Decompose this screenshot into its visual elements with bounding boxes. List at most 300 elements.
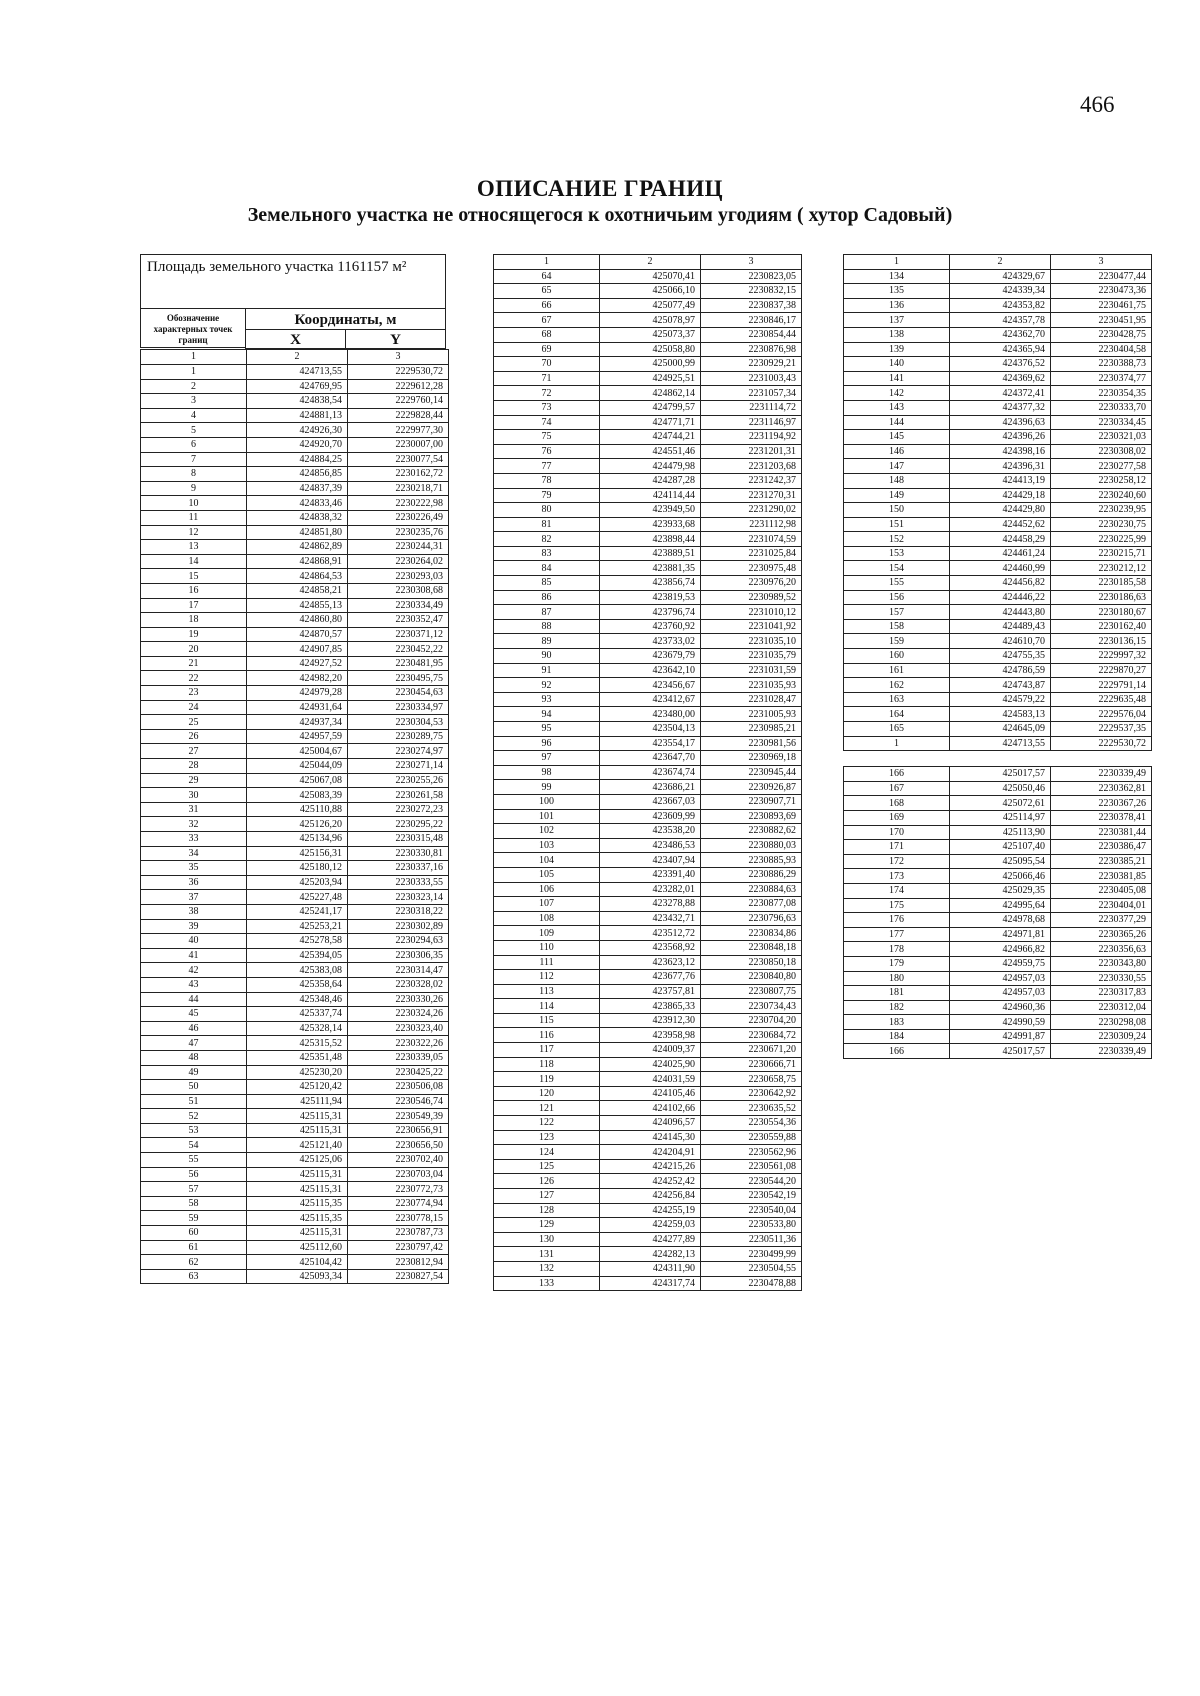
x-coordinate: 424959,75 (950, 956, 1051, 971)
table-row (494, 269, 802, 284)
y-coordinate: 2230976,20 (701, 576, 802, 591)
x-coordinate: 424862,14 (600, 386, 701, 401)
point-number: 84 (494, 561, 600, 576)
point-number: 79 (494, 488, 600, 503)
x-coordinate: 423898,44 (600, 532, 701, 547)
table-row (844, 444, 1152, 459)
table-row (494, 619, 802, 634)
table-row (141, 904, 449, 919)
area-label (140, 254, 446, 308)
table-row (494, 999, 802, 1014)
point-number: 179 (844, 956, 950, 971)
x-coordinate: 425121,40 (247, 1138, 348, 1153)
point-number: 161 (844, 663, 950, 678)
x-coordinate: 424102,66 (600, 1101, 701, 1116)
table-row (494, 357, 802, 372)
y-coordinate: 2230807,75 (701, 984, 802, 999)
table-row (494, 911, 802, 926)
point-number: 75 (494, 430, 600, 445)
y-coordinate: 2230212,12 (1051, 561, 1152, 576)
x-coordinate: 425017,57 (950, 767, 1051, 782)
point-number: 182 (844, 1000, 950, 1015)
y-coordinate: 2230882,62 (701, 824, 802, 839)
x-coordinate: 425004,67 (247, 744, 348, 759)
y-coordinate: 2230893,69 (701, 809, 802, 824)
x-coordinate: 425072,61 (950, 796, 1051, 811)
x-coordinate: 424396,31 (950, 459, 1051, 474)
table-row (141, 365, 449, 380)
point-number: 98 (494, 765, 600, 780)
y-coordinate: 2230271,14 (348, 759, 449, 774)
table-row (844, 342, 1152, 357)
point-number: 6 (141, 437, 247, 452)
table-row (494, 1028, 802, 1043)
point-number: 169 (844, 810, 950, 825)
point-number: 159 (844, 634, 950, 649)
y-coordinate: 2230451,95 (1051, 313, 1152, 328)
y-coordinate: 2230544,20 (701, 1174, 802, 1189)
y-coordinate: 2230226,49 (348, 510, 449, 525)
y-coordinate: 2230302,89 (348, 919, 449, 934)
table-row (141, 496, 449, 511)
x-coordinate: 424413,19 (950, 473, 1051, 488)
y-coordinate: 2231031,59 (701, 663, 802, 678)
y-coordinate: 2230425,22 (348, 1065, 449, 1080)
y-coordinate: 2230452,22 (348, 642, 449, 657)
point-number: 82 (494, 532, 600, 547)
x-coordinate: 423733,02 (600, 634, 701, 649)
x-coordinate: 424743,87 (950, 678, 1051, 693)
point-number: 86 (494, 590, 600, 605)
point-number: 2 (141, 379, 247, 394)
y-coordinate: 2230339,49 (1051, 767, 1152, 782)
y-coordinate: 2230343,80 (1051, 956, 1152, 971)
point-number: 166 (844, 1044, 950, 1059)
point-number: 184 (844, 1029, 950, 1044)
x-coordinate: 425156,31 (247, 846, 348, 861)
y-coordinate: 2230077,54 (348, 452, 449, 467)
x-coordinate: 424259,03 (600, 1218, 701, 1233)
y-coordinate: 2230215,71 (1051, 546, 1152, 561)
x-coordinate: 425050,46 (950, 781, 1051, 796)
point-number: 164 (844, 707, 950, 722)
point-number: 148 (844, 473, 950, 488)
table-row (494, 809, 802, 824)
table-row (844, 400, 1152, 415)
table-row (844, 913, 1152, 928)
y-coordinate: 2231203,68 (701, 459, 802, 474)
point-number: 111 (494, 955, 600, 970)
point-number: 57 (141, 1182, 247, 1197)
point-number: 162 (844, 678, 950, 693)
y-coordinate: 2230318,22 (348, 904, 449, 919)
y-coordinate: 2230315,48 (348, 832, 449, 847)
point-number: 3 (141, 394, 247, 409)
table-row (141, 788, 449, 803)
y-coordinate: 2230007,00 (348, 437, 449, 452)
table-row (141, 1269, 449, 1284)
table-row (141, 452, 449, 467)
point-number: 158 (844, 619, 950, 634)
y-coordinate: 2230339,49 (1051, 1044, 1152, 1059)
table-row (494, 546, 802, 561)
y-coordinate: 2230378,41 (1051, 810, 1152, 825)
y-coordinate: 2231112,98 (701, 517, 802, 532)
y-coordinate: 2230136,15 (1051, 634, 1152, 649)
y-coordinate: 2230778,15 (348, 1211, 449, 1226)
x-coordinate: 424971,81 (950, 927, 1051, 942)
table-row (844, 590, 1152, 605)
table-row (494, 707, 802, 722)
col-num-2: 2 (950, 255, 1051, 270)
point-number: 59 (141, 1211, 247, 1226)
table-row (494, 634, 802, 649)
y-coordinate: 2229635,48 (1051, 692, 1152, 707)
y-coordinate: 2230832,15 (701, 284, 802, 299)
point-number: 115 (494, 1013, 600, 1028)
y-coordinate: 2230533,80 (701, 1218, 802, 1233)
y-coordinate: 2231194,92 (701, 430, 802, 445)
table-row (844, 678, 1152, 693)
point-number: 21 (141, 656, 247, 671)
x-coordinate: 423796,74 (600, 605, 701, 620)
x-coordinate: 424215,26 (600, 1159, 701, 1174)
point-number: 128 (494, 1203, 600, 1218)
table-row (141, 642, 449, 657)
table-row (141, 437, 449, 452)
x-coordinate: 425383,08 (247, 963, 348, 978)
table-row (141, 1240, 449, 1255)
y-coordinate: 2229576,04 (1051, 707, 1152, 722)
point-number: 47 (141, 1036, 247, 1051)
point-number: 139 (844, 342, 950, 357)
point-number: 43 (141, 977, 247, 992)
y-coordinate: 2230323,14 (348, 890, 449, 905)
table-row (494, 1101, 802, 1116)
y-coordinate: 2230473,36 (1051, 284, 1152, 299)
y-coordinate: 2231146,97 (701, 415, 802, 430)
table-row (494, 692, 802, 707)
table-row (494, 605, 802, 620)
x-coordinate: 424920,70 (247, 437, 348, 452)
point-number: 104 (494, 853, 600, 868)
point-number: 116 (494, 1028, 600, 1043)
point-number: 112 (494, 970, 600, 985)
y-coordinate: 2230334,45 (1051, 415, 1152, 430)
table-row (844, 430, 1152, 445)
table-row (844, 1015, 1152, 1030)
y-coordinate: 2231201,31 (701, 444, 802, 459)
y-coordinate: 2230929,21 (701, 357, 802, 372)
y-coordinate: 2230796,63 (701, 911, 802, 926)
point-number: 27 (141, 744, 247, 759)
point-number: 12 (141, 525, 247, 540)
x-coordinate: 424311,90 (600, 1261, 701, 1276)
table-row (844, 488, 1152, 503)
point-number: 70 (494, 357, 600, 372)
table-row (844, 663, 1152, 678)
point-number: 108 (494, 911, 600, 926)
x-coordinate: 424960,36 (950, 1000, 1051, 1015)
table-row (844, 561, 1152, 576)
x-coordinate: 425394,05 (247, 948, 348, 963)
table-row (141, 554, 449, 569)
point-number: 178 (844, 942, 950, 957)
table-row (494, 853, 802, 868)
x-coordinate: 424452,62 (950, 517, 1051, 532)
table-row (494, 1174, 802, 1189)
y-coordinate: 2230840,80 (701, 970, 802, 985)
y-coordinate: 2230405,08 (1051, 883, 1152, 898)
table-row (494, 751, 802, 766)
point-number: 172 (844, 854, 950, 869)
y-coordinate: 2230386,47 (1051, 840, 1152, 855)
x-coordinate: 424204,91 (600, 1145, 701, 1160)
y-coordinate: 2230827,54 (348, 1269, 449, 1284)
point-number: 132 (494, 1261, 600, 1276)
table-row (494, 342, 802, 357)
x-coordinate: 423949,50 (600, 503, 701, 518)
x-coordinate: 424957,03 (950, 971, 1051, 986)
table-row (494, 897, 802, 912)
table-row (844, 386, 1152, 401)
y-coordinate: 2230554,36 (701, 1116, 802, 1131)
table-row (844, 619, 1152, 634)
point-number: 180 (844, 971, 950, 986)
point-number: 95 (494, 722, 600, 737)
document-title: ОПИСАНИЕ ГРАНИЦ (476, 176, 724, 201)
x-coordinate: 423881,35 (600, 561, 701, 576)
table-row (494, 1057, 802, 1072)
table-row (844, 707, 1152, 722)
table-row (141, 773, 449, 788)
point-number: 5 (141, 423, 247, 438)
point-number: 105 (494, 867, 600, 882)
point-number: 138 (844, 327, 950, 342)
coordinates-table-2 (493, 254, 802, 1291)
point-number: 62 (141, 1255, 247, 1270)
x-coordinate: 423933,68 (600, 517, 701, 532)
x-coordinate: 423432,71 (600, 911, 701, 926)
y-coordinate: 2230362,81 (1051, 781, 1152, 796)
point-number: 113 (494, 984, 600, 999)
table-row (141, 1123, 449, 1138)
x-coordinate: 423677,76 (600, 970, 701, 985)
table-row (494, 1159, 802, 1174)
table-row (494, 1276, 802, 1291)
y-coordinate: 2230222,98 (348, 496, 449, 511)
table-row (494, 984, 802, 999)
y-coordinate: 2230293,03 (348, 569, 449, 584)
point-number: 174 (844, 883, 950, 898)
y-coordinate: 2230304,53 (348, 715, 449, 730)
table-row (494, 1145, 802, 1160)
y-coordinate: 2231028,47 (701, 692, 802, 707)
table-row (494, 532, 802, 547)
table-row (141, 671, 449, 686)
x-coordinate: 423480,00 (600, 707, 701, 722)
y-coordinate: 2230477,44 (1051, 269, 1152, 284)
y-coordinate: 2229612,28 (348, 379, 449, 394)
x-coordinate: 425115,35 (247, 1196, 348, 1211)
x-coordinate: 423282,01 (600, 882, 701, 897)
point-number: 155 (844, 576, 950, 591)
x-coordinate: 424769,95 (247, 379, 348, 394)
col-num-1: 1 (494, 255, 600, 270)
table-row (141, 525, 449, 540)
col-num-3: 3 (348, 350, 449, 365)
y-coordinate: 2230666,71 (701, 1057, 802, 1072)
table-row (844, 942, 1152, 957)
table-row (844, 473, 1152, 488)
x-coordinate: 425358,64 (247, 977, 348, 992)
x-coordinate: 424860,80 (247, 613, 348, 628)
y-coordinate: 2230295,22 (348, 817, 449, 832)
x-coordinate: 424489,43 (950, 619, 1051, 634)
table-row (494, 765, 802, 780)
y-coordinate: 2231242,37 (701, 473, 802, 488)
point-number: 49 (141, 1065, 247, 1080)
x-coordinate: 424460,99 (950, 561, 1051, 576)
y-coordinate: 2230546,74 (348, 1094, 449, 1109)
table-row (844, 371, 1152, 386)
table-row (844, 503, 1152, 518)
x-coordinate: 424884,25 (247, 452, 348, 467)
x-coordinate: 424009,37 (600, 1043, 701, 1058)
x-coordinate: 424744,21 (600, 430, 701, 445)
table-row (494, 926, 802, 941)
x-coordinate: 423667,03 (600, 794, 701, 809)
table-row (844, 1000, 1152, 1015)
point-number: 144 (844, 415, 950, 430)
y-coordinate: 2230945,44 (701, 765, 802, 780)
point-number: 134 (844, 269, 950, 284)
point-number: 38 (141, 904, 247, 919)
x-coordinate: 423278,88 (600, 897, 701, 912)
x-coordinate: 424925,51 (600, 371, 701, 386)
table-row (494, 970, 802, 985)
x-coordinate: 425115,31 (247, 1123, 348, 1138)
x-coordinate: 424362,70 (950, 327, 1051, 342)
table-row (494, 503, 802, 518)
point-number: 80 (494, 503, 600, 518)
table-row (494, 649, 802, 664)
col-num-2: 2 (600, 255, 701, 270)
x-coordinate: 424369,62 (950, 371, 1051, 386)
x-coordinate: 425351,48 (247, 1050, 348, 1065)
y-coordinate: 2230272,23 (348, 802, 449, 817)
y-coordinate: 2230321,03 (1051, 430, 1152, 445)
x-coordinate: 423504,13 (600, 722, 701, 737)
table-row (141, 948, 449, 963)
y-coordinate: 2230317,83 (1051, 986, 1152, 1001)
x-coordinate: 425107,40 (950, 840, 1051, 855)
x-coordinate: 425180,12 (247, 861, 348, 876)
table-row (844, 854, 1152, 869)
x-coordinate: 425066,46 (950, 869, 1051, 884)
y-coordinate: 2230277,58 (1051, 459, 1152, 474)
y-coordinate: 2230306,35 (348, 948, 449, 963)
point-number: 51 (141, 1094, 247, 1109)
y-coordinate: 2230356,63 (1051, 942, 1152, 957)
x-coordinate: 423642,10 (600, 663, 701, 678)
point-number: 165 (844, 722, 950, 737)
y-coordinate: 2230334,97 (348, 700, 449, 715)
table-row (844, 986, 1152, 1001)
table-row (844, 840, 1152, 855)
point-number: 114 (494, 999, 600, 1014)
y-coordinate: 2230703,04 (348, 1167, 449, 1182)
point-number: 135 (844, 284, 950, 299)
table-row (494, 1043, 802, 1058)
x-coordinate: 425058,80 (600, 342, 701, 357)
x-coordinate: 424376,52 (950, 357, 1051, 372)
y-coordinate: 2230404,58 (1051, 342, 1152, 357)
x-coordinate: 424966,82 (950, 942, 1051, 957)
y-coordinate: 2230367,26 (1051, 796, 1152, 811)
point-number: 32 (141, 817, 247, 832)
x-coordinate: 424456,82 (950, 576, 1051, 591)
document-subtitle: Земельного участка не относящегося к охотничьим угодиям ( хутор Садовый) (247, 204, 953, 226)
table-row (494, 780, 802, 795)
point-number: 19 (141, 627, 247, 642)
y-coordinate: 2229870,27 (1051, 663, 1152, 678)
table-row (494, 794, 802, 809)
coordinates-header (245, 308, 446, 330)
point-number: 102 (494, 824, 600, 839)
x-coordinate: 425115,31 (247, 1109, 348, 1124)
x-coordinate: 424551,46 (600, 444, 701, 459)
x-coordinate: 423391,40 (600, 867, 701, 882)
x-coordinate: 425227,48 (247, 890, 348, 905)
y-coordinate: 2230230,75 (1051, 517, 1152, 532)
y-coordinate: 2230837,38 (701, 298, 802, 313)
x-coordinate: 425077,49 (600, 298, 701, 313)
point-number: 109 (494, 926, 600, 941)
point-number: 37 (141, 890, 247, 905)
point-number: 173 (844, 869, 950, 884)
point-number: 61 (141, 1240, 247, 1255)
x-coordinate: 423760,92 (600, 619, 701, 634)
table-row (141, 540, 449, 555)
x-coordinate: 423538,20 (600, 824, 701, 839)
y-coordinate: 2230656,91 (348, 1123, 449, 1138)
y-coordinate: 2230404,01 (1051, 898, 1152, 913)
table-row (141, 846, 449, 861)
point-number: 152 (844, 532, 950, 547)
column-number-row (140, 349, 449, 365)
point-number: 29 (141, 773, 247, 788)
x-coordinate: 424252,42 (600, 1174, 701, 1189)
table-row (141, 627, 449, 642)
x-coordinate: 424461,24 (950, 546, 1051, 561)
y-coordinate: 2230162,72 (348, 467, 449, 482)
table-row (494, 1130, 802, 1145)
x-coordinate: 425115,31 (247, 1226, 348, 1241)
y-coordinate: 2230330,55 (1051, 971, 1152, 986)
point-number: 136 (844, 298, 950, 313)
table-row (494, 867, 802, 882)
table-row (494, 430, 802, 445)
y-coordinate: 2230330,26 (348, 992, 449, 1007)
y-coordinate: 2231003,43 (701, 371, 802, 386)
y-coordinate: 2230314,47 (348, 963, 449, 978)
point-number: 110 (494, 940, 600, 955)
x-coordinate: 424991,87 (950, 1029, 1051, 1044)
table-row (494, 1189, 802, 1204)
point-number: 126 (494, 1174, 600, 1189)
table-row (141, 1226, 449, 1241)
